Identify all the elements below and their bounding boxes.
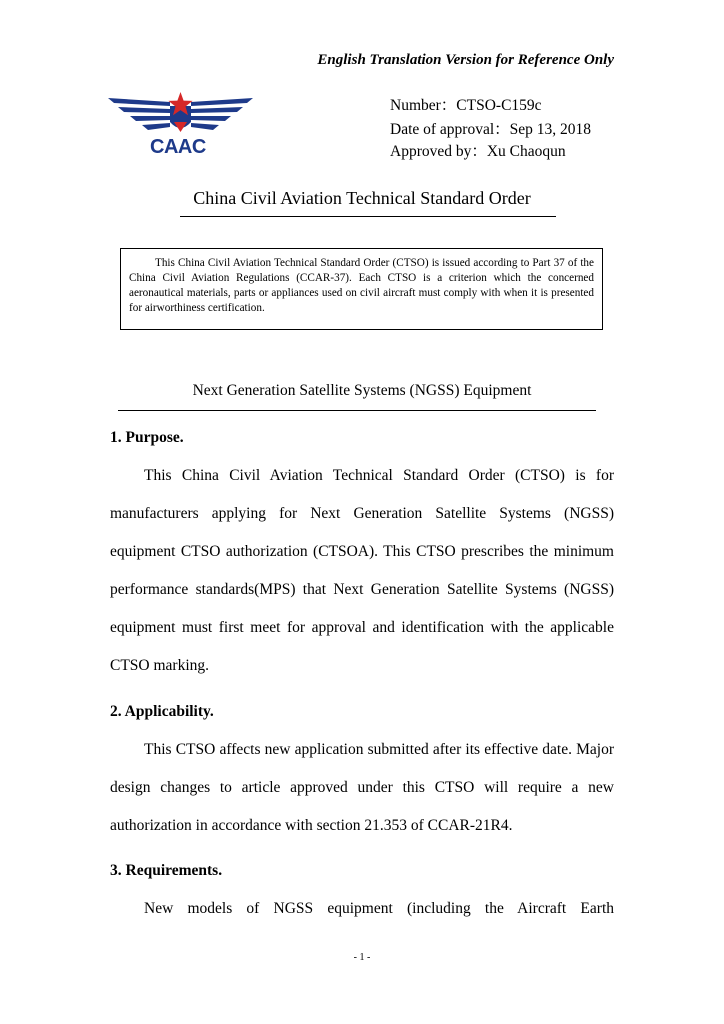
- document-number: Number：CTSO-C159c: [390, 97, 542, 114]
- section-heading-applicability: 2. Applicability.: [110, 703, 214, 720]
- title-rule: [180, 216, 556, 217]
- section-heading-purpose: 1. Purpose.: [110, 429, 184, 446]
- page-number: - 1 -: [353, 952, 371, 963]
- caac-logo: [108, 92, 253, 162]
- section-body-purpose: This China Civil Aviation Technical Standard Order (CTSO) is for manufacturers applying for Next Generation Satellite Systems (NGSS) equipment CTSO authorization (CTSOA). This CTSO prescribes the minimum performance standards(MPS) that Next Generation Satellite Systems (NGSS) equipment must first meet for approval and identification with the applicable CTSO marking.: [110, 467, 614, 674]
- subject-title: Next Generation Satellite Systems (NGSS) Equipment: [192, 382, 532, 399]
- date-of-approval: Date of approval：Sep 13, 2018: [390, 121, 592, 138]
- approved-by: Approved by：Xu Chaoqun: [390, 143, 566, 160]
- document-title: China Civil Aviation Technical Standard Order: [193, 188, 531, 208]
- reference-note: English Translation Version for Reference Only: [317, 52, 614, 68]
- section-heading-requirements: 3. Requirements.: [110, 862, 223, 879]
- issuance-notice-box: This China Civil Aviation Technical Standard Order (CTSO) is issued according to Part 37 of the China Civil Aviation Regulations (CCAR-37). Each CTSO is a criterion which the concerned aeronautical materials, parts or appliances used on civil aircraft must comply with when it is presented for airworthiness certification.: [120, 248, 603, 330]
- subject-rule: [118, 410, 596, 411]
- section-body-applicability: This CTSO affects new application submitted after its effective date. Major design changes to article approved under this CTSO will require a new authorization in accordance with section 21.353 of CCAR-21R4.: [110, 741, 614, 834]
- caac-logo-text: CAAC: [150, 136, 206, 158]
- winged-star-icon: [108, 92, 253, 140]
- section-body-requirements: New models of NGSS equipment (including the Aircraft Earth: [144, 900, 614, 917]
